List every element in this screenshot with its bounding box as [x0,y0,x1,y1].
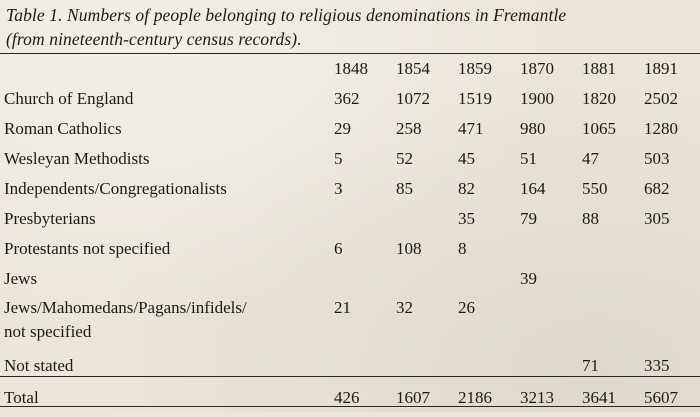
cell-value: 39 [520,269,537,288]
table-row [4,86,696,116]
cell-value: 362 [334,89,360,108]
cell-value: 2502 [644,89,678,108]
cell-value [396,266,458,296]
cell-value [334,353,396,383]
caption-line-1: Table 1. Numbers of people belonging to religious denominations in Fremantle [6,5,567,25]
total-value: 2186 [458,388,492,407]
cell-value: 3 [334,179,343,198]
total-value: 1607 [396,388,430,407]
row-label: Roman Catholics [4,119,122,138]
year-header: 1859 [458,59,492,78]
cell-value: 1072 [396,89,430,108]
cell-value: 79 [520,209,537,228]
census-table [4,56,696,417]
cell-value: 26 [458,298,475,317]
cell-value [396,353,458,383]
total-label: Total [4,388,39,407]
year-header: 1848 [334,59,368,78]
table-row [4,353,696,383]
row-label: Wesleyan Methodists [4,149,150,168]
cell-value: 1820 [582,89,616,108]
row-label-line-1: Jews/Mahomedans/Pagans/infidels/ [4,298,247,317]
cell-value: 1900 [520,89,554,108]
table-row [4,206,696,236]
table-row [4,176,696,206]
row-label: Jews [4,269,38,288]
cell-value [520,353,582,383]
year-header: 1881 [582,59,616,78]
cell-value [520,236,582,266]
cell-value: 45 [458,149,475,168]
cell-value: 71 [582,356,599,375]
cell-value: 6 [334,239,343,258]
cell-value: 550 [582,179,608,198]
cell-value: 980 [520,119,546,138]
table-row [4,236,696,266]
cell-value [520,296,582,353]
top-rule [0,53,700,54]
cell-value [644,236,696,266]
caption-line-2: (from nineteenth-century census records). [6,29,302,49]
cell-value: 8 [458,239,467,258]
row-label [4,296,334,353]
header-row [4,56,696,86]
year-header: 1870 [520,59,554,78]
cell-value [334,266,396,296]
cell-value: 471 [458,119,484,138]
year-header: 1854 [396,59,430,78]
cell-value: 88 [582,209,599,228]
total-value: 426 [334,388,360,407]
cell-value [458,353,520,383]
table-row [4,116,696,146]
cell-value [582,266,644,296]
cell-value [644,296,696,353]
table-row [4,296,696,353]
cell-value: 21 [334,298,351,317]
cell-value: 335 [644,356,670,375]
table-caption [6,3,696,51]
row-label: Protestants not specified [4,239,171,258]
cell-value: 1519 [458,89,492,108]
cell-value [334,206,396,236]
cell-value [582,296,644,353]
cell-value [458,266,520,296]
row-label: Church of England [4,89,134,108]
cell-value: 682 [644,179,670,198]
cell-value: 52 [396,149,413,168]
cell-value: 305 [644,209,670,228]
corner-cell [4,56,334,86]
cell-value [644,266,696,296]
cell-value: 51 [520,149,537,168]
cell-value: 85 [396,179,413,198]
cell-value: 5 [334,149,343,168]
cell-value: 258 [396,119,422,138]
cell-value: 35 [458,209,475,228]
table-row [4,146,696,176]
row-label: Independents/Congregationalists [4,179,227,198]
cell-value [582,236,644,266]
cell-value: 47 [582,149,599,168]
cell-value: 32 [396,298,413,317]
row-label: Not stated [4,356,74,375]
cell-value: 108 [396,239,422,258]
cell-value: 82 [458,179,475,198]
total-value: 3641 [582,388,616,407]
row-label-line-2: not specified [4,322,92,341]
total-value: 3213 [520,388,554,407]
cell-value: 164 [520,179,546,198]
cell-value: 503 [644,149,670,168]
cell-value [396,206,458,236]
cell-value: 1065 [582,119,616,138]
cell-value: 1280 [644,119,678,138]
table-row [4,266,696,296]
year-header: 1891 [644,59,678,78]
row-label: Presbyterians [4,209,96,228]
cell-value: 29 [334,119,351,138]
total-value: 5607 [644,388,678,407]
